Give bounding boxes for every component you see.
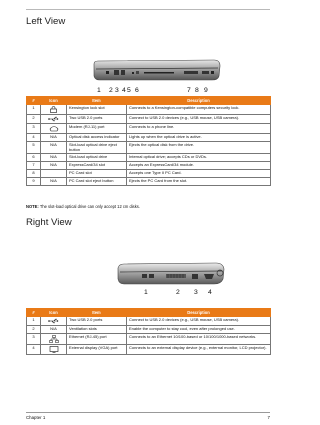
row-number: 6	[27, 154, 41, 162]
icon-text: N/A	[41, 134, 67, 142]
vga-display-icon	[49, 346, 59, 353]
row-number: 3	[27, 124, 41, 134]
icon-cell	[41, 344, 67, 354]
callout-number: 2	[109, 87, 113, 94]
row-number: 5	[27, 141, 41, 154]
row-number: 1	[27, 105, 41, 115]
icon-cell	[41, 169, 67, 177]
table-row	[27, 134, 271, 142]
item-description: Connects to a Kensington-compatible computers security lock.	[127, 105, 271, 115]
right-view-callouts	[116, 289, 226, 299]
item-name: Ethernet (RJ-45) port	[67, 333, 127, 344]
note-text: The slot-load optical drive can only accept 12 cm disks.	[38, 204, 140, 209]
col-header-num: #	[27, 97, 41, 105]
col-header-icon: Icon	[41, 309, 67, 317]
callout-number: 4	[122, 87, 126, 94]
table-row	[27, 162, 271, 170]
callout-number: 2	[176, 289, 180, 296]
table-row	[27, 317, 271, 326]
table-row	[27, 141, 271, 154]
callout-number: 6	[135, 87, 139, 94]
icon-text: N/A	[41, 326, 67, 334]
item-description: Lights up when the optical drive is active.	[127, 134, 271, 142]
right-view-table	[26, 308, 271, 355]
icon-text: N/A	[41, 154, 67, 162]
callout-number: 3	[115, 87, 119, 94]
kensington-lock-icon	[49, 106, 58, 113]
table-row	[27, 105, 271, 115]
table-row	[27, 124, 271, 134]
row-number: 4	[27, 134, 41, 142]
row-number: 3	[27, 333, 41, 344]
item-name: Slot-load optical drive	[67, 154, 127, 162]
item-description: Connect to USB 2.0 devices (e.g., USB mouse, USB camera).	[127, 115, 271, 124]
item-name: PC Card slot	[67, 169, 127, 177]
item-description: Ejects the PC Card from the slot.	[127, 177, 271, 185]
icon-cell	[41, 105, 67, 115]
icon-text: N/A	[41, 162, 67, 170]
item-name: Optical disk access indicator	[67, 134, 127, 142]
item-name: Two USB 2.0 ports	[67, 317, 127, 326]
row-number: 2	[27, 115, 41, 124]
usb-icon	[48, 116, 59, 122]
callout-number: 1	[144, 289, 148, 296]
footer-chapter: Chapter 1	[26, 415, 46, 420]
item-name: Modem (RJ-11) port	[67, 124, 127, 134]
left-view-table	[26, 96, 271, 186]
usb-icon	[48, 318, 59, 324]
item-description: Accepts an ExpressCard/34 module.	[127, 162, 271, 170]
item-name: Kensington lock slot	[67, 105, 127, 115]
icon-cell	[41, 317, 67, 326]
item-name: PC Card slot eject button	[67, 177, 127, 185]
item-description: Connects to an Ethernet 10/100-based or 10/100/1000-based networks.	[127, 333, 271, 344]
col-header-num: #	[27, 309, 41, 317]
item-name: Slot-load optical drive eject button	[67, 141, 127, 154]
col-header-item: Item	[67, 309, 127, 317]
row-number: 1	[27, 317, 41, 326]
item-name: Two USB 2.0 ports	[67, 115, 127, 124]
col-header-description: Description	[127, 97, 271, 105]
col-header-icon: Icon	[41, 97, 67, 105]
callout-number: 9	[204, 87, 208, 94]
item-description: Connect to USB 2.0 devices (e.g., USB mouse, USB camera).	[127, 317, 271, 326]
row-number: 7	[27, 162, 41, 170]
modem-phone-icon	[49, 125, 59, 132]
ethernet-network-icon	[49, 335, 59, 343]
row-number: 9	[27, 177, 41, 185]
table-row	[27, 326, 271, 334]
left-side-laptop-image	[92, 58, 222, 84]
item-description: Accepts one Type II PC Card.	[127, 169, 271, 177]
item-name: ExpressCard/34 slot	[67, 162, 127, 170]
right-side-laptop-image	[116, 260, 226, 288]
note-label: NOTE:	[26, 204, 39, 209]
table-row	[27, 169, 271, 177]
right-view-heading: Right View	[26, 217, 72, 228]
item-name: External display (VGA) port	[67, 344, 127, 354]
left-view-heading: Left View	[26, 16, 66, 27]
callout-number: 1	[97, 87, 101, 94]
item-description: Ejects the optical disk from the drive.	[127, 141, 271, 154]
callout-number: 4	[208, 289, 212, 296]
icon-cell	[41, 115, 67, 124]
footer-rule	[26, 412, 270, 413]
icon-cell	[41, 333, 67, 344]
icon-cell	[41, 124, 67, 134]
item-description: Connects to an external display device (e.g., external monitor, LCD projector).	[127, 344, 271, 354]
icon-text: N/A	[41, 141, 67, 154]
table-row	[27, 333, 271, 344]
col-header-item: Item	[67, 97, 127, 105]
table-header-row	[27, 309, 271, 317]
item-description: Enable the computer to stay cool, even after prolonged use.	[127, 326, 271, 334]
table-row	[27, 177, 271, 185]
table-row	[27, 115, 271, 124]
table-header-row	[27, 97, 271, 105]
footer-page-number: 7	[267, 415, 270, 420]
row-number: 8	[27, 169, 41, 177]
callout-number: 7	[187, 87, 191, 94]
callout-number: 3	[194, 289, 198, 296]
table-row	[27, 344, 271, 354]
optical-drive-note	[26, 204, 140, 209]
table-row	[27, 154, 271, 162]
top-rule	[26, 9, 270, 10]
col-header-description: Description	[127, 309, 271, 317]
row-number: 2	[27, 326, 41, 334]
callout-number: 5	[127, 87, 131, 94]
callout-number: 8	[195, 87, 199, 94]
row-number: 4	[27, 344, 41, 354]
item-description: Connects to a phone line.	[127, 124, 271, 134]
item-name: Ventilation slots	[67, 326, 127, 334]
item-description: Internal optical drive; accepts CDs or DVDs.	[127, 154, 271, 162]
icon-text: N/A	[41, 177, 67, 185]
